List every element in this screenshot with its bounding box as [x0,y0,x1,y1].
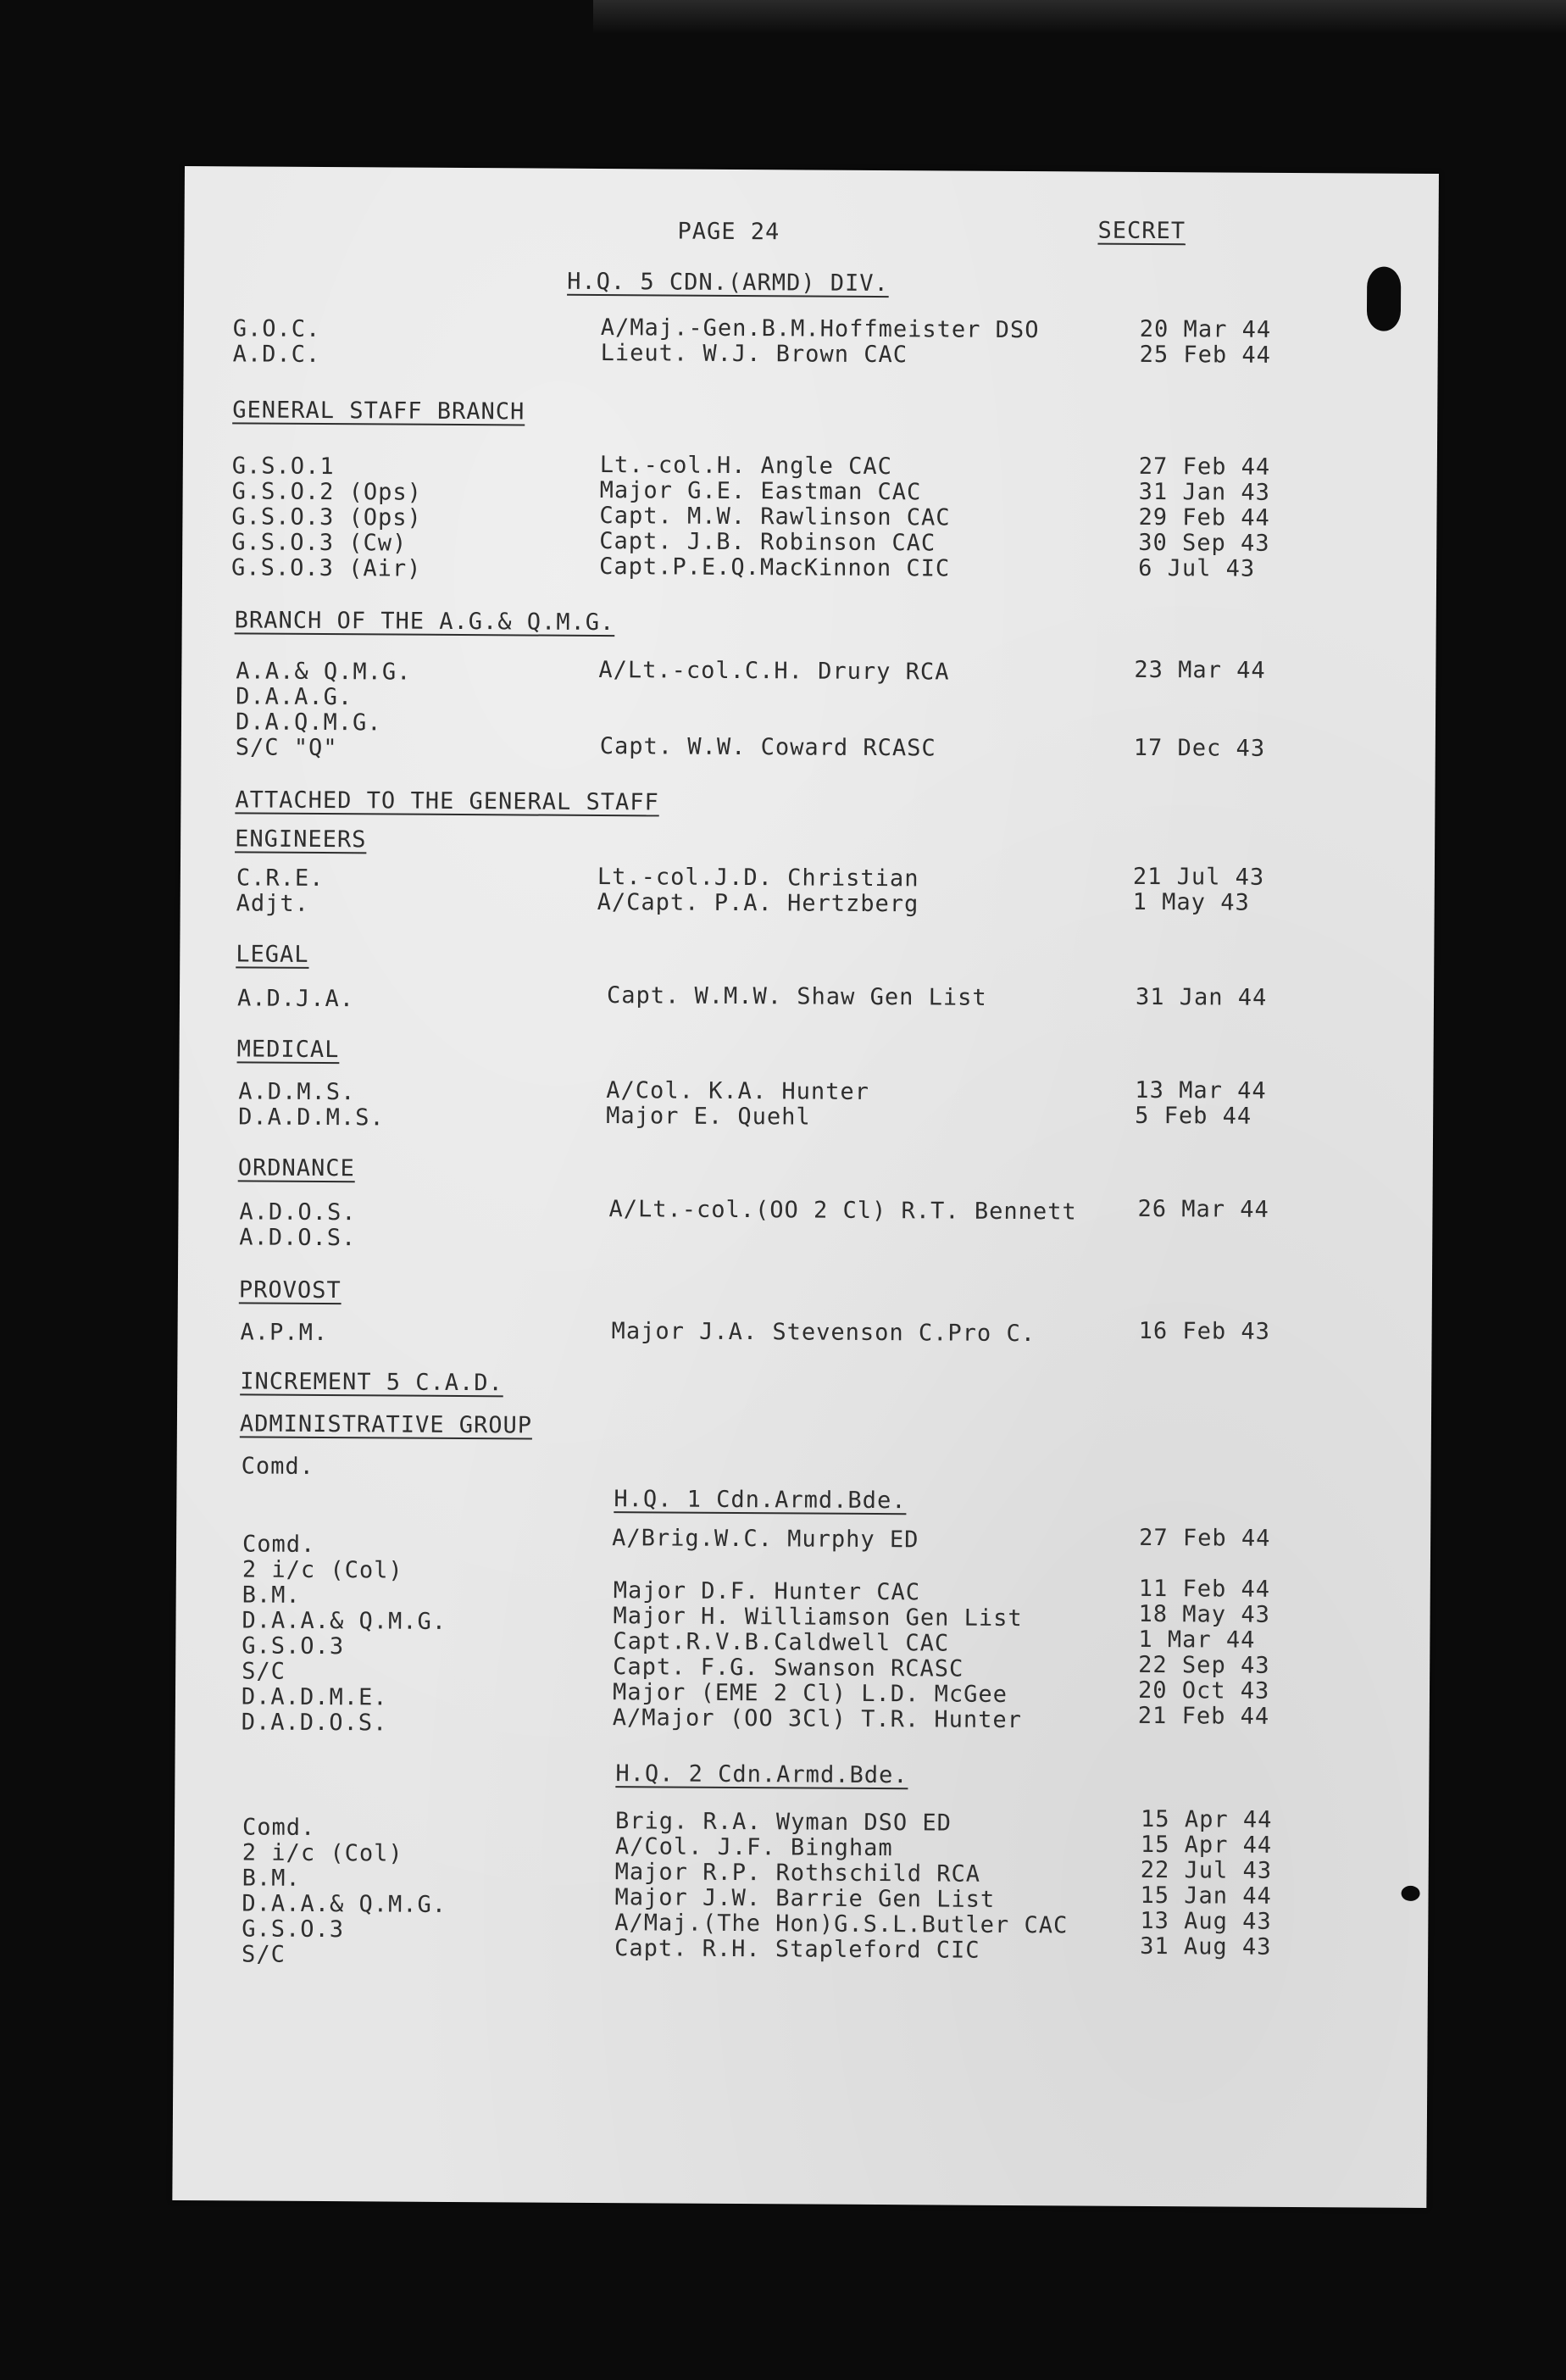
punch-hole [1367,267,1401,331]
role-row: D.A.A.& Q.M.G. [242,1890,447,1918]
role-row: A.D.J.A. [236,985,355,1013]
date-row: 6 Jul 43 [1138,554,1256,582]
date-row: 31 Jan 44 [1135,983,1268,1011]
role-goc: G.O.C. [232,315,321,342]
role-row: Comd. [242,1531,316,1558]
role-row: G.S.O.3 [242,1916,345,1943]
name-row: Capt. R.H. Stapleford CIC [614,1935,980,1964]
date-row: 17 Dec 43 [1133,734,1266,762]
role-row: S/C "Q" [235,734,338,762]
name-row: Major J.W. Barrie Gen List [614,1884,996,1913]
role-row: A.A.& Q.M.G. [236,658,412,686]
name-row: Lt.-col.H. Angle CAC [599,451,893,481]
date-row: 30 Sep 43 [1138,529,1270,557]
name-row: A/Lt.-col.(OO 2 Cl) R.T. Bennett [608,1196,1077,1226]
role-row: G.S.O.3 (Air) [231,554,422,582]
role-row: 2 i/c (Col) [242,1839,403,1867]
subsection-heading-engineers: ENGINEERS [235,826,367,854]
date-row: 21 Feb 44 [1137,1702,1270,1730]
date-row: 15 Apr 44 [1141,1805,1273,1833]
section-heading-bde1: H.Q. 1 Cdn.Armd.Bde. [614,1486,907,1515]
role-row: Adjt. [236,890,310,917]
date-row: 13 Aug 43 [1140,1907,1272,1935]
role-row: 2 i/c (Col) [242,1556,403,1584]
name-row: Brig. R.A. Wyman DSO ED [614,1808,952,1837]
role-row: D.A.D.O.S. [241,1709,388,1737]
section-heading-attached: ATTACHED TO THE GENERAL STAFF [235,787,659,816]
name-row: A/Col. J.F. Bingham [614,1833,893,1862]
name-row: Capt. W.M.W. Shaw Gen List [606,982,987,1011]
date-row: 1 Mar 44 [1138,1626,1256,1654]
role-row: C.R.E. [236,865,325,892]
date-row: 26 Mar 44 [1137,1195,1269,1223]
name-row: Major (EME 2 Cl) L.D. McGee [612,1679,1008,1708]
role-row: G.S.O.3 [242,1632,345,1660]
name-row: A/Col. K.A. Hunter [606,1077,870,1105]
name-row: Lt.-col.J.D. Christian [597,863,919,892]
name-row: Major J.A. Stevenson C.Pro C. [611,1318,1036,1348]
name-row: A/Capt. P.A. Hertzberg [597,888,919,918]
role-row: G.S.O.2 (Ops) [231,478,423,506]
date-row: 29 Feb 44 [1138,503,1270,531]
role-row: D.A.A.G. [236,683,353,711]
document-page [172,166,1439,2208]
name-row: Capt. M.W. Rawlinson CAC [599,502,951,531]
role-row: A.D.M.S. [238,1078,356,1106]
role-row: Comd. [242,1814,316,1841]
date-row: 13 Mar 44 [1135,1076,1267,1104]
subsection-heading-ordnance: ORDNANCE [237,1154,355,1182]
name-row: A/Major (OO 3Cl) T.R. Hunter [612,1704,1023,1734]
name-row: A/Brig.W.C. Murphy ED [612,1525,919,1554]
page-title: H.Q. 5 CDN.(ARMD) DIV. [567,268,889,298]
date-row: 31 Aug 43 [1140,1932,1272,1960]
date-goc: 20 Mar 44 [1139,315,1272,343]
classification-stamp: SECRET [1097,217,1186,245]
name-row: Major D.F. Hunter CAC [613,1577,921,1606]
date-row: 22 Jul 43 [1140,1856,1273,1884]
date-adc: 25 Feb 44 [1139,341,1272,369]
name-row: Capt. F.G. Swanson RCASC [613,1654,964,1682]
name-row: Major H. Williamson Gen List [613,1603,1023,1632]
name-adc: Lieut. W.J. Brown CAC [600,340,908,369]
subsection-heading-provost: PROVOST [238,1276,342,1304]
role-row: D.A.Q.M.G. [235,709,382,737]
date-row: 18 May 43 [1138,1600,1270,1628]
date-row: 20 Oct 43 [1137,1677,1270,1704]
name-row: A/Maj.(The Hon)G.S.L.Butler CAC [614,1910,1069,1939]
role-row: Comd. [241,1453,315,1480]
role-row: S/C [242,1941,286,1968]
name-row: A/Lt.-col.C.H. Drury RCA [598,656,950,686]
role-row: D.A.D.M.E. [241,1683,388,1711]
subsection-heading-medical: MEDICAL [236,1036,340,1064]
role-row: D.A.A.& Q.M.G. [242,1607,447,1635]
date-row: 16 Feb 43 [1138,1317,1271,1345]
date-row: 15 Apr 44 [1140,1831,1273,1859]
section-heading-gsb: GENERAL STAFF BRANCH [232,397,525,425]
role-row: G.S.O.1 [231,453,335,481]
role-row: A.D.O.S. [239,1224,357,1252]
date-row: 1 May 43 [1132,888,1250,916]
role-adc: A.D.C. [232,341,321,368]
date-row: 31 Jan 43 [1138,478,1271,506]
date-row: 27 Feb 44 [1138,453,1271,481]
punch-hole-small [1402,1886,1420,1901]
name-goc: A/Maj.-Gen.B.M.Hoffmeister DSO [600,314,1040,344]
page-number: PAGE 24 [677,218,780,246]
role-row: B.M. [242,1865,301,1892]
role-row: G.S.O.3 (Cw) [231,529,408,557]
date-row: 21 Jul 43 [1132,863,1265,891]
section-heading-bde2: H.Q. 2 Cdn.Armd.Bde. [615,1760,908,1789]
role-row: B.M. [242,1582,301,1609]
date-row: 27 Feb 44 [1139,1524,1271,1552]
name-row: Capt.P.E.Q.MacKinnon CIC [599,553,951,582]
date-row: 22 Sep 43 [1138,1651,1270,1679]
subsection-heading-admin: ADMINISTRATIVE GROUP [239,1410,533,1439]
role-row: G.S.O.3 (Ops) [231,503,422,531]
section-heading-agqmg: BRANCH OF THE A.G.& Q.M.G. [234,607,615,637]
name-row: Major G.E. Eastman CAC [599,476,922,506]
name-row: Capt. W.W. Coward RCASC [599,733,936,762]
name-row: Capt. J.B. Robinson CAC [599,527,936,557]
name-row: Major E. Quehl [606,1103,811,1131]
role-row: A.P.M. [240,1319,329,1347]
date-row: 11 Feb 44 [1138,1575,1271,1603]
subsection-heading-increment: INCREMENT 5 C.A.D. [240,1368,503,1397]
subsection-heading-legal: LEGAL [236,941,309,968]
name-row: Capt.R.V.B.Caldwell CAC [613,1628,950,1657]
film-edge [593,0,1566,34]
role-row: S/C [242,1658,286,1685]
date-row: 15 Jan 44 [1140,1882,1272,1910]
name-row: Major R.P. Rothschild RCA [614,1859,981,1888]
role-row: D.A.D.M.S. [238,1104,385,1132]
date-row: 23 Mar 44 [1134,656,1266,684]
role-row: A.D.O.S. [239,1198,357,1226]
date-row: 5 Feb 44 [1135,1102,1252,1130]
